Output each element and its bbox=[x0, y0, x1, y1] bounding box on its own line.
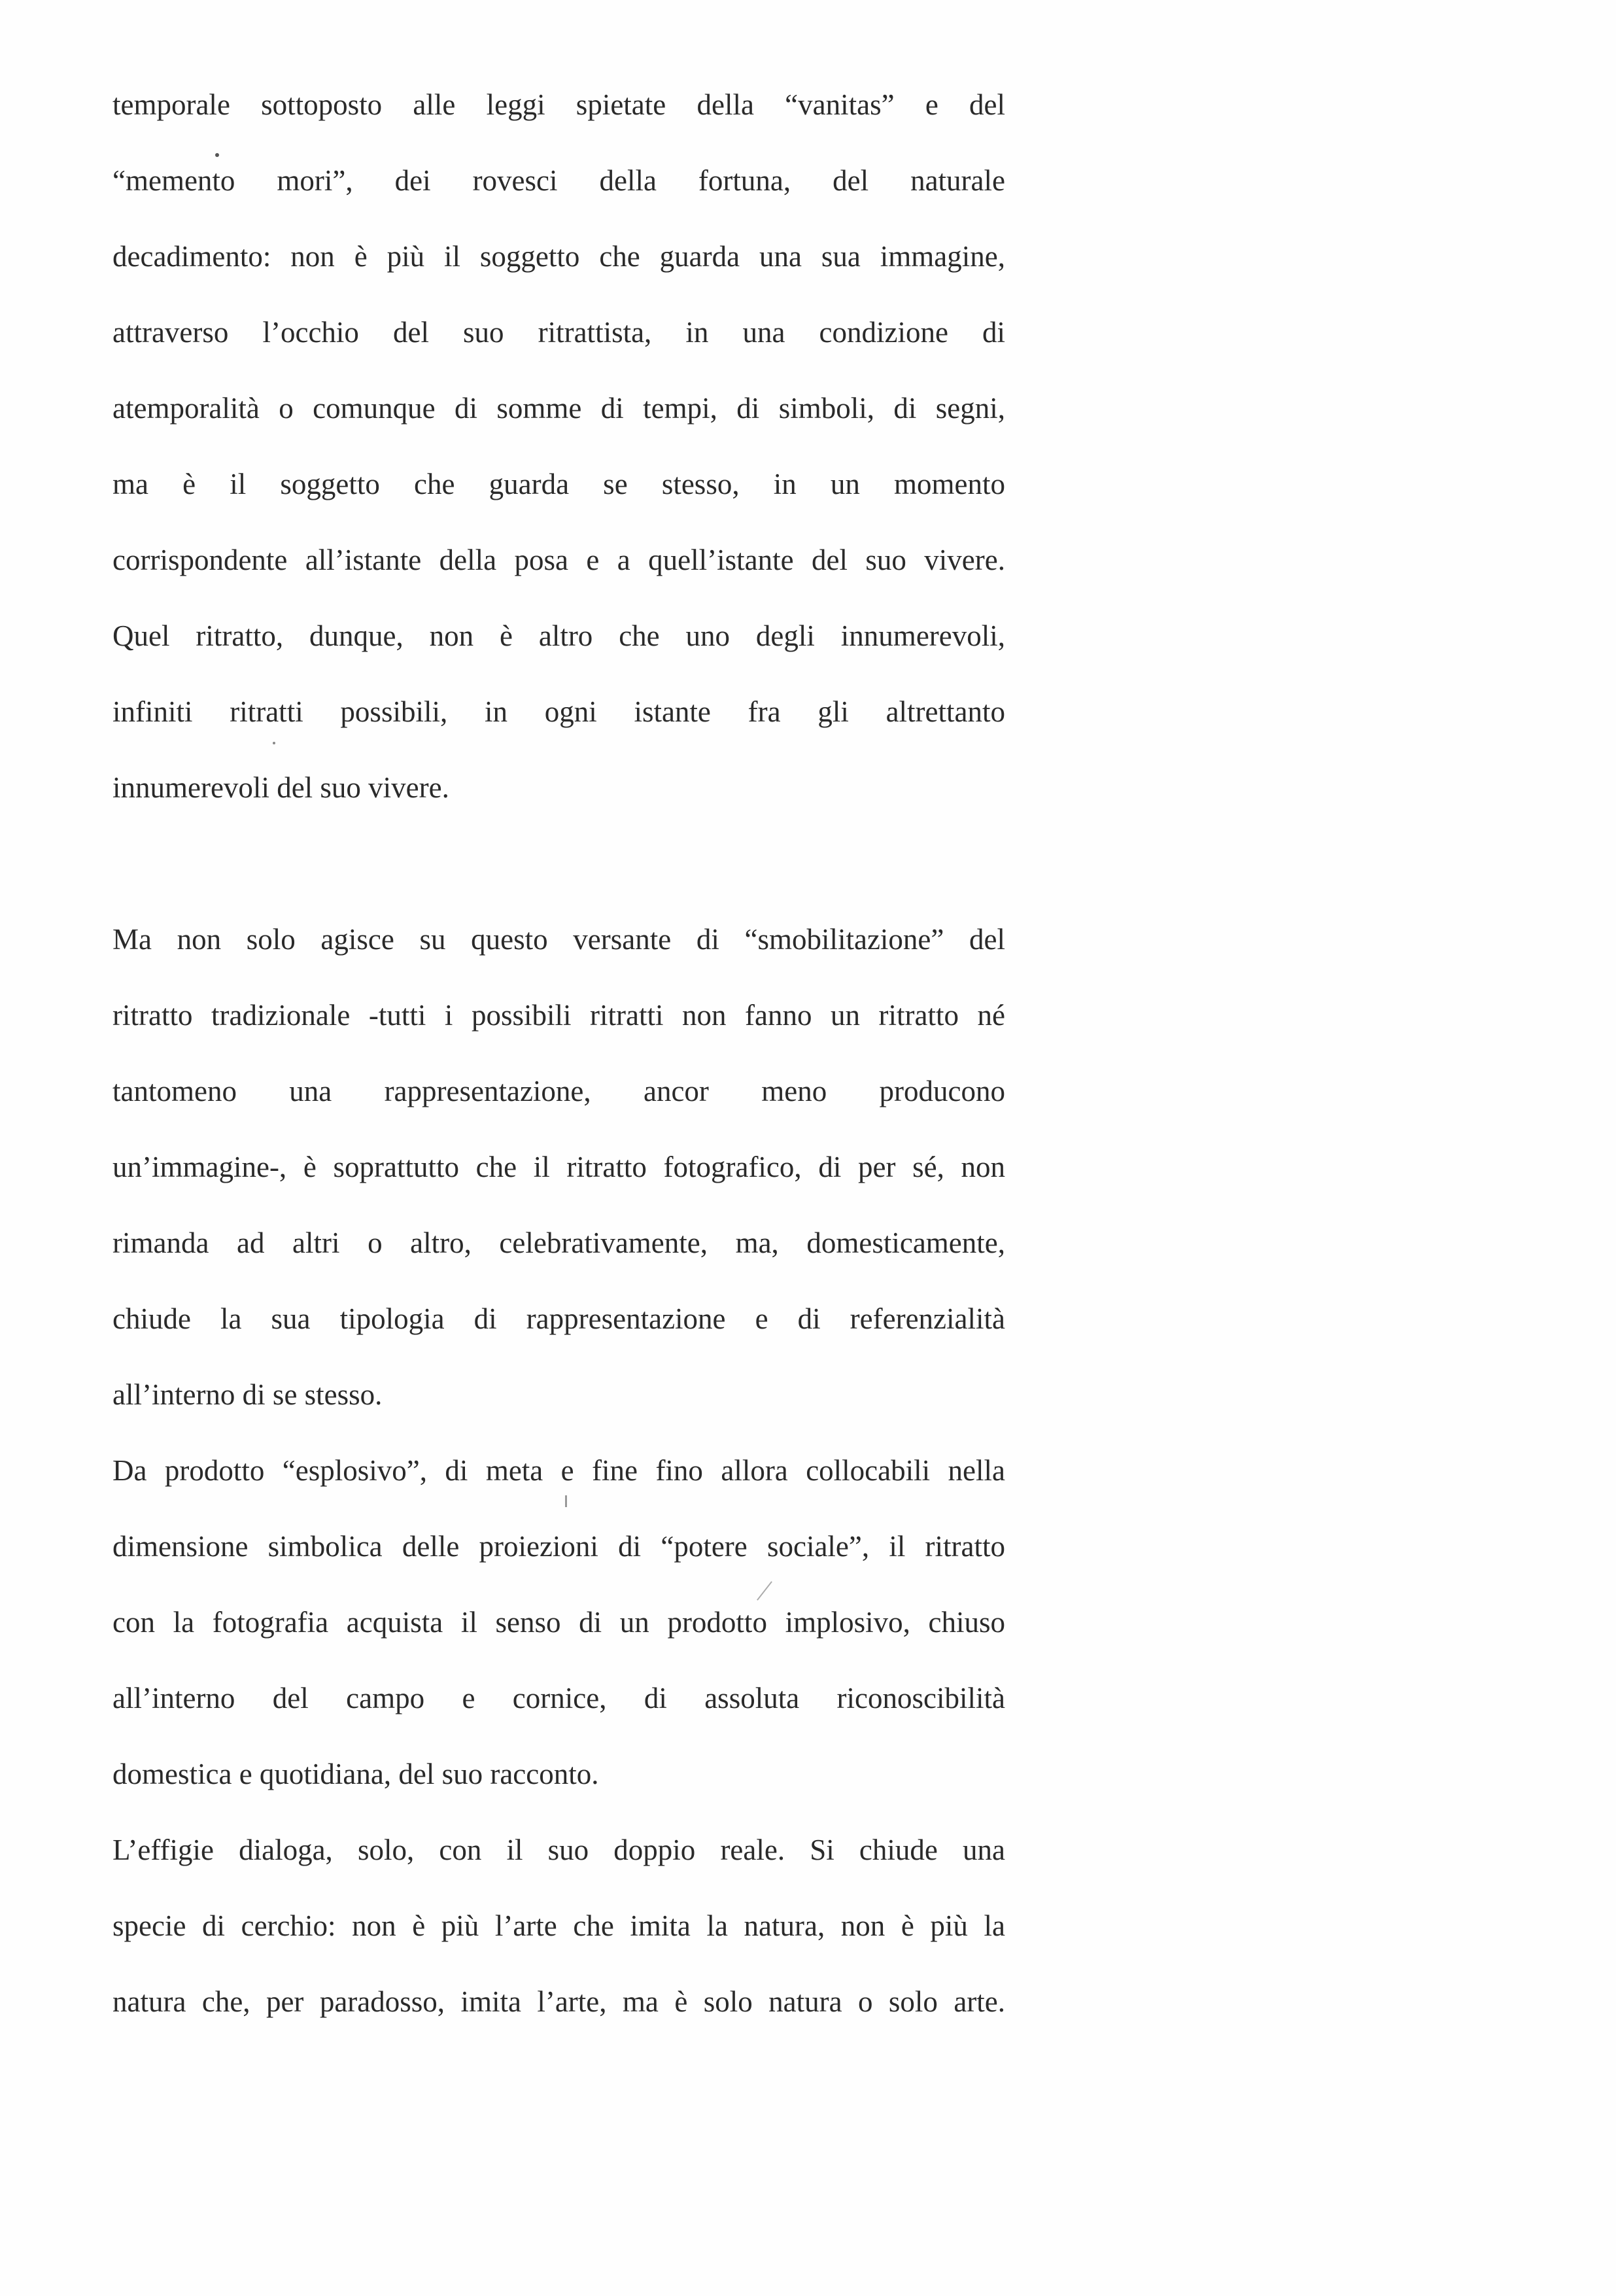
scan-mark bbox=[757, 1581, 772, 1601]
text-line: all’interno di se stesso. bbox=[112, 1378, 383, 1411]
text-line: L’effigie dialoga, solo, con il suo doppio reale. Si chiude una bbox=[112, 1834, 1005, 1866]
text-line: dimensione simbolica delle proiezioni di “potere sociale”, il ritratto bbox=[112, 1530, 1005, 1563]
text-line: attraverso l’occhio del suo ritrattista, in una condizione di bbox=[112, 316, 1005, 349]
text-line: un’immagine-, è soprattutto che il ritratto fotografico, di per sé, non bbox=[112, 1151, 1005, 1183]
text-line: ma è il soggetto che guarda se stesso, in un momento bbox=[112, 468, 1005, 500]
text-line: chiude la sua tipologia di rappresentazione e di referenzialità bbox=[112, 1302, 1005, 1335]
text-line: Quel ritratto, dunque, non è altro che uno degli innumerevoli, bbox=[112, 619, 1005, 652]
text-line: infiniti ritratti possibili, in ogni istante fra gli altrettanto bbox=[112, 695, 1005, 728]
text-line: all’interno del campo e cornice, di assoluta riconoscibilità bbox=[112, 1682, 1005, 1714]
scan-speck bbox=[273, 742, 275, 744]
text-line: corrispondente all’istante della posa e a quell’istante del suo vivere. bbox=[112, 544, 1005, 576]
text-line: atemporalità o comunque di somme di tempi, di simboli, di segni, bbox=[112, 392, 1005, 425]
text-line: “memento mori”, dei rovesci della fortuna, del naturale bbox=[112, 164, 1005, 197]
scan-speck bbox=[215, 153, 219, 157]
text-line: con la fotografia acquista il senso di un prodotto implosivo, chiuso bbox=[112, 1606, 1005, 1639]
text-line: tantomeno una rappresentazione, ancor meno producono bbox=[112, 1075, 1005, 1107]
text-line: temporale sottoposto alle leggi spietate della “vanitas” e del bbox=[112, 88, 1005, 121]
text-line: ritratto tradizionale -tutti i possibili ritratti non fanno un ritratto né bbox=[112, 999, 1005, 1032]
text-line: domestica e quotidiana, del suo racconto. bbox=[112, 1758, 599, 1790]
text-line: Da prodotto “esplosivo”, di meta e fine fino allora collocabili nella bbox=[112, 1454, 1005, 1487]
text-line: specie di cerchio: non è più l’arte che imita la natura, non è più la bbox=[112, 1909, 1005, 1942]
text-line: decadimento: non è più il soggetto che guarda una sua immagine, bbox=[112, 240, 1005, 273]
text-line: natura che, per paradosso, imita l’arte, ma è solo natura o solo arte. bbox=[112, 1985, 1005, 2018]
text-line: rimanda ad altri o altro, celebrativamente, ma, domesticamente, bbox=[112, 1226, 1005, 1259]
scan-mark bbox=[565, 1495, 567, 1507]
text-line: innumerevoli del suo vivere. bbox=[112, 771, 449, 804]
text-line: Ma non solo agisce su questo versante di “smobilitazione” del bbox=[112, 923, 1005, 956]
